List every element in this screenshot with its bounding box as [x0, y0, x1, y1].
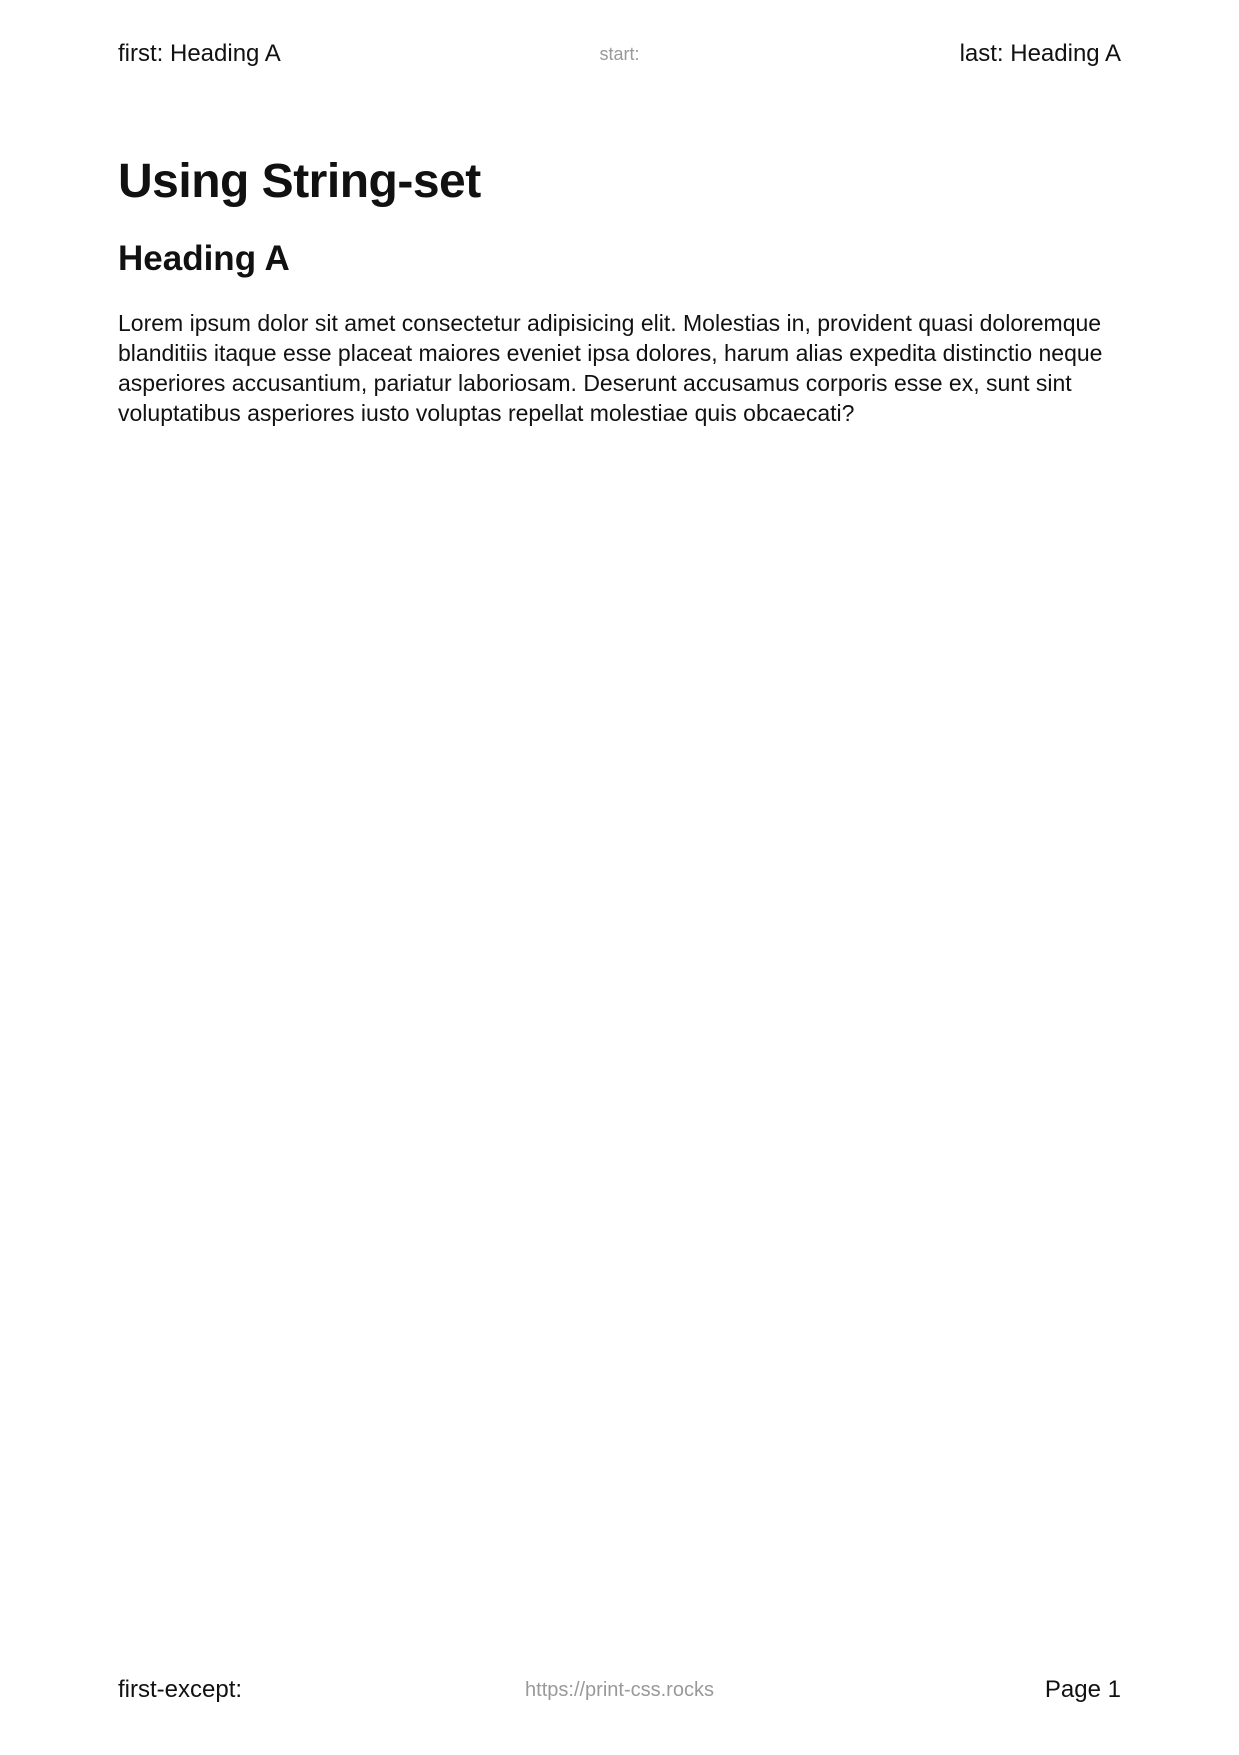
footer-url: https://print-css.rocks [525, 1679, 714, 1701]
body-paragraph: Lorem ipsum dolor sit amet consectetur adipisicing elit. Molestias in, provident quasi doloremque blanditiis itaque esse placeat maiores eveniet ipsa dolores, harum alias expedita distinctio neque asperiores accusantium, pariatur laboriosam. Deserunt accusamus corporis esse ex, sunt sint voluptatibus asperiores iusto voluptas repellat molestiae quis obcaecati? [118, 310, 1103, 426]
header-left-string: first: Heading A [118, 40, 281, 67]
running-footer [118, 1676, 1121, 1716]
header-center-string: start: [599, 44, 640, 64]
page-number: Page 1 [1044, 1676, 1121, 1703]
footer-left-string: first-except: [118, 1676, 243, 1703]
header-right-string: last: Heading A [959, 40, 1121, 67]
running-header [118, 40, 1121, 80]
section-heading: Heading A [118, 239, 290, 278]
page-content [118, 150, 1128, 428]
page-title: Using String-set [118, 155, 481, 208]
